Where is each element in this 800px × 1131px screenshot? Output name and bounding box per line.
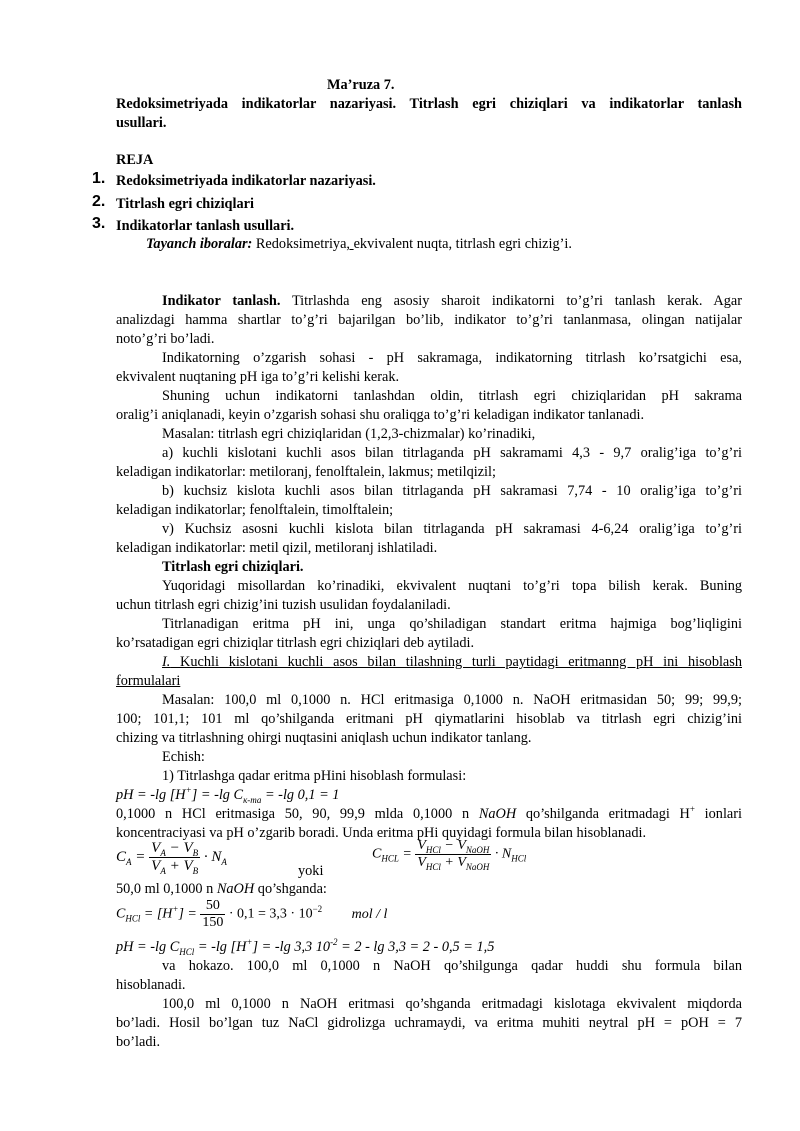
list-item-line: b) kuchsiz kislota kuchli asos bilan titrlaganda pH sakramasi 7,74 - 10 oralig’iga to’g’ri: [162, 483, 742, 499]
keywords-separator: ,: [346, 236, 354, 252]
plan-item: Indikatorlar tanlash usullari.: [116, 218, 295, 234]
document-title-line1: Redoksimetriyada indikatorlar nazariyasi. Titrlash egri chiziqlari va indikatorlar tanlash: [116, 96, 742, 112]
paragraph-line: koncentraciyasi va pH o’zgarib boradi. Unda eritma pHi quyidagi formula bilan hisoblanadi.: [116, 825, 647, 841]
subsection-text: Kuchli kislotani kuchli asos bilan tilashning turli paytidagi eritmanng pH ini hisoblash: [170, 654, 742, 670]
keywords-line: [146, 235, 572, 254]
paragraph-line: Titrlanadigan eritma pH ini, unga qo’shiladigan standart eritma hajmiga bog’liqligini: [162, 616, 742, 632]
paragraph-line: oralig’i aniqlanadi, keyin o’zgarish sohasi shu oraliqga to’g’ri keladigan indikator tanlanadi.: [116, 407, 645, 423]
paragraph-line: ekvivalent nuqtaning pH iga to’g’ri kelishi kerak.: [116, 369, 400, 385]
subsection-heading: [162, 653, 742, 672]
paragraph-line: bo’ladi.: [116, 1034, 161, 1050]
plan-item-number: 3.: [92, 215, 106, 232]
lecture-number: Ma’ruza 7.: [327, 77, 395, 93]
list-item-line: keladigan indikatorlar: metil qizil, metiloranj ishlatiladi.: [116, 540, 438, 556]
paragraph-line: Masalan: titrlash egri chiziqlaridan (1,2,3-chizmalar) ko’rinadiki,: [162, 426, 536, 442]
list-item-line: keladigan indikatorlar; fenolftalein, timolftalein;: [116, 502, 394, 518]
plan-item-number: 2.: [92, 193, 106, 210]
paragraph-line: Echish:: [162, 749, 205, 765]
formula-chcl: $C_{HCL}$ = $V_{HCl} - V_{NaOH}$ $V_{HCl} + V_{NaOH}$ · $N_{HCl}$: [372, 838, 527, 872]
formula-ph-50ml: pH = -lg $C_{HCl} = -\lg$ [H+] = -lg 3,3 $10^{-2} = 2 - \lg 3,3 = 2 - 0,5 = 1,5$: [116, 937, 495, 957]
paragraph-line: Masalan: 100,0 ml 0,1000 n. HCl eritmasiga 0,1000 n. NaOH eritmasidan 50; 99; 99,9;: [162, 692, 742, 708]
formula-ca: $C_A$ = $\frac{V_A - V_B}{V_A + V_B}$ · $N_A$: [116, 840, 227, 876]
list-item-line: v) Kuchsiz asosni kuchli kislota bilan titrlaganda pH sakramasi 4-6,24 oralig’iga to’g’ri: [162, 521, 742, 537]
paragraph-text: Titrlashda eng asosiy sharoit indikatorni to’g’ri tanlash kerak. Agar: [280, 293, 742, 309]
paragraph-line: chizing va titrlashning ohirgi nuqtasini aniqlash uchun indikator tanlang.: [116, 730, 532, 746]
paragraph-line: analizdagi hamma shartlar to’g’ri bajarilgan bo’lib, indikator to’g’ri tanlanmasa, olingan natijalar: [116, 312, 742, 328]
document-title-line2: usullari.: [116, 115, 167, 131]
keywords-text: Redoksimetriya: [252, 236, 347, 252]
paragraph-line: Indikatorning o’zgarish sohasi - pH sakramaga, indikatorning titrlash ko’rsatgichi esa,: [162, 350, 742, 366]
section-heading: Titrlash egri chiziqlari.: [162, 559, 304, 575]
formula-chcl-50ml: $C_{HCl} = [H^+]$ = $\frac{50}{150}$ · $0,1 = 3,3 \cdot 10^{-2}$ mol / l: [116, 898, 388, 930]
list-item-line: keladigan indikatorlar: metiloranj, fenolftalein, lakmus; metilqizil;: [116, 464, 496, 480]
keywords-text: ekvivalent nuqta, titrlash egri chizig’i.: [353, 236, 572, 252]
paragraph-line: Shuning uchun indikatorni tanlashdan oldin, titrlash egri chiziqlaridan pH sakrama: [162, 388, 742, 404]
paragraph-line: yoki: [298, 863, 324, 879]
paragraph-line: bo’ladi. Hosil bo’lgan tuz NaCl gidrolizga uchramaydi, va eritma muhiti neytral pH = pOH = 7: [116, 1015, 742, 1031]
paragraph-line: Yuqoridagi misollardan ko’rinadiki, ekvivalent nuqtani to’g’ri topa bilish kerak. Buning: [162, 578, 742, 594]
paragraph-line: va hokazo. 100,0 ml 0,1000 n NaOH qo’shilgunga qadar huddi shu formula bilan: [162, 958, 742, 974]
paragraph-line: 100; 101,1; 101 ml qo’shilganda eritmani pH qiymatlarini hisoblab va titrlash egri chizig’ini: [116, 711, 742, 727]
paragraph-line: 0,1000 n HCl eritmasiga 50, 90, 99,9 mlda 0,1000 n NaOH qo’shilganda eritmadagi H+ ionlari: [116, 804, 742, 822]
paragraph-line: 50,0 ml 0,1000 n NaOH qo’shganda:: [116, 881, 327, 897]
paragraph-line: noto’g’ri bo’ladi.: [116, 331, 215, 347]
paragraph-line: uchun titrlash egri chizig’ini tuzish usulidan foydalaniladi.: [116, 597, 451, 613]
subsection-number: I.: [162, 654, 171, 670]
paragraph-line: 1) Titrlashga qadar eritma pHini hisoblash formulasi:: [162, 768, 467, 784]
plan-item: Titrlash egri chiziqlari: [116, 196, 254, 212]
paragraph-line: [162, 292, 742, 311]
list-item-line: a) kuchli kislotani kuchli asos bilan titrlaganda pH sakramami 4,3 - 9,7 oralig’iga to’g’ri: [162, 445, 742, 461]
plan-item-number: 1.: [92, 170, 106, 187]
section-heading: Indikator tanlash.: [162, 293, 281, 309]
keywords-label: Tayanch iboralar:: [146, 236, 253, 252]
plan-heading: REJA: [116, 152, 154, 168]
paragraph-line: ko’rsatadigan egri chiziqlar titrlash egri chiziqlari deb aytiladi.: [116, 635, 475, 651]
paragraph-line: hisoblanadi.: [116, 977, 186, 993]
plan-item: Redoksimetriyada indikatorlar nazariyasi.: [116, 173, 376, 189]
subsection-heading: formulalari: [116, 673, 181, 689]
paragraph-line: 100,0 ml 0,1000 n NaOH eritmasi qo’shganda eritmadagi kislotaga ekvivalent miqdorda: [162, 996, 742, 1012]
formula-ph-initial: pH = -lg [H+] = -lg $C_{к-та} = -\lg$ 0,1 = 1: [116, 785, 340, 805]
